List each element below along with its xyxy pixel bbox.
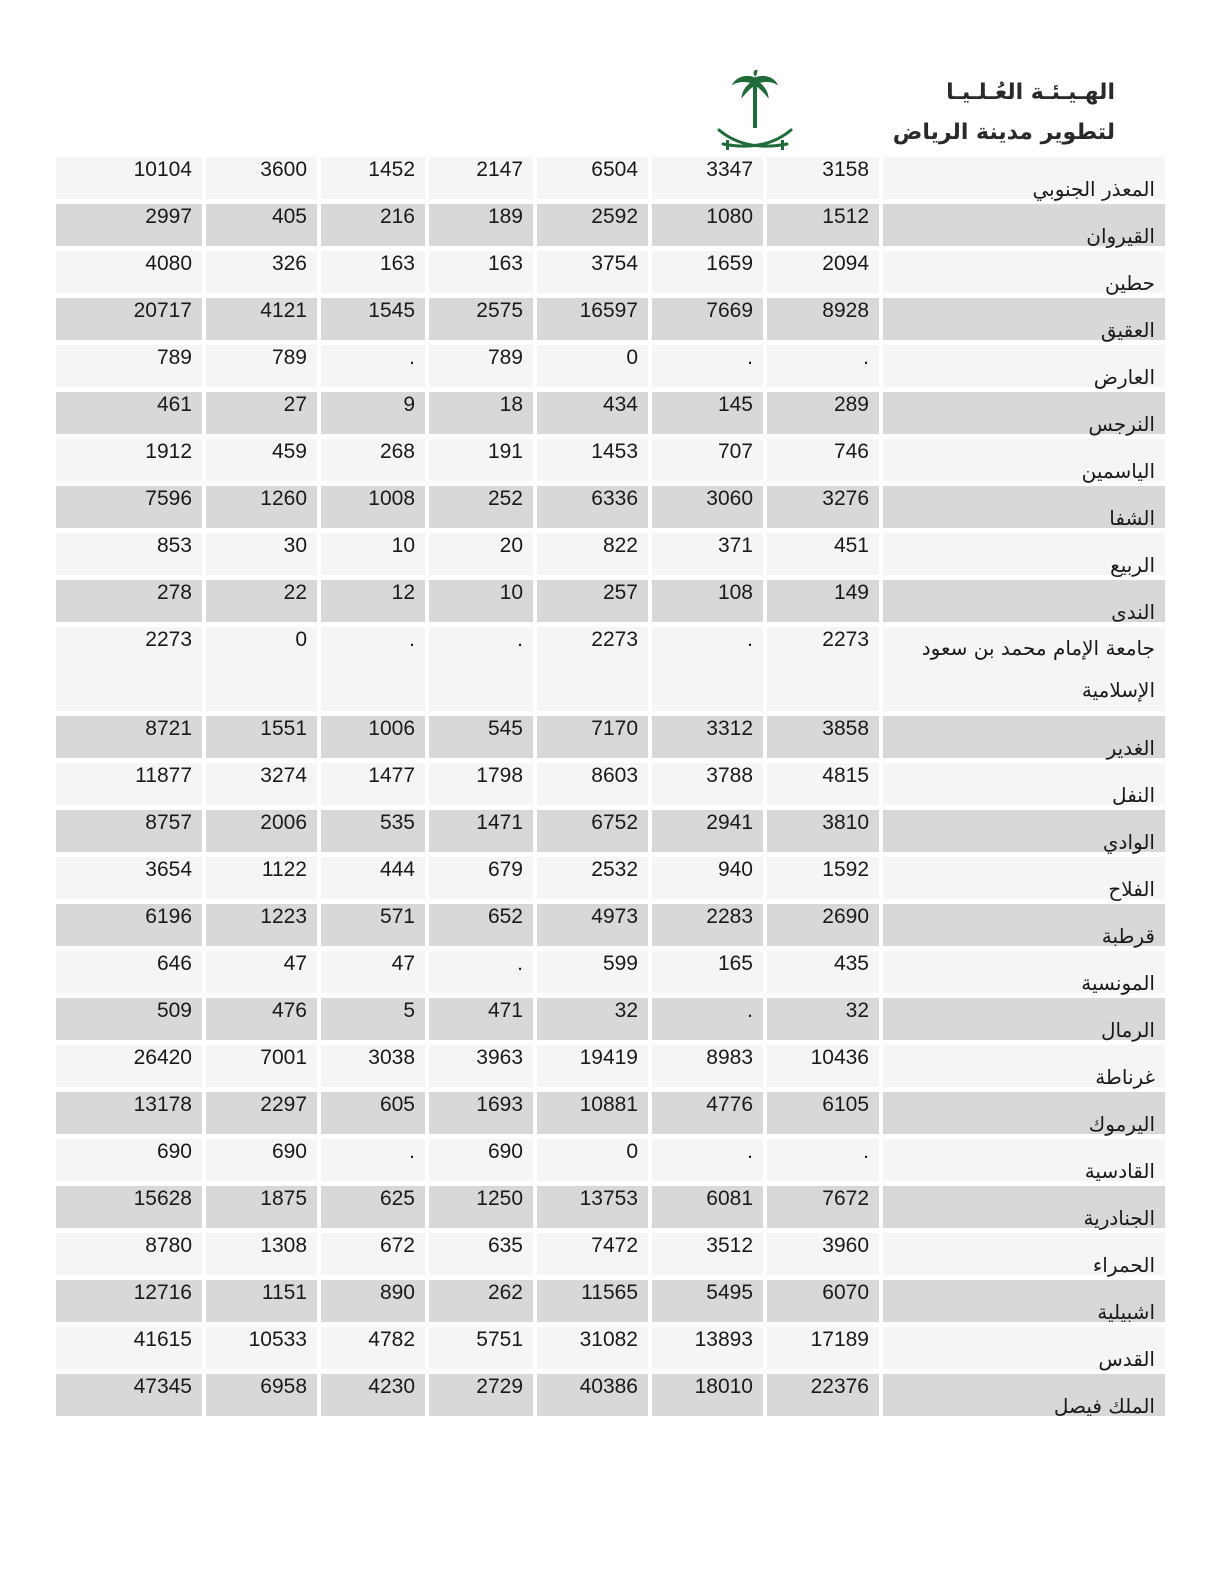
table-cell-c6: 1659 [652,251,763,293]
table-cell-c6: 4776 [652,1092,763,1134]
table-cell-c4: 20 [429,533,533,575]
table-cell-c1: 789 [56,345,202,387]
table-row [56,486,1157,528]
table-cell-c1: 3654 [56,857,202,899]
table-cell-c7: 3858 [767,716,879,758]
table-row [56,1327,1157,1369]
district-name: جامعة الإمام محمد بن سعود الإسلامية [883,627,1165,711]
table-row [56,1280,1157,1322]
table-cell-c4: 10 [429,580,533,622]
table-cell-c7: 32 [767,998,879,1040]
table-cell-c2: 405 [206,204,317,246]
table-cell-c2: 7001 [206,1045,317,1087]
table-cell-c1: 10104 [56,157,202,199]
table-cell-c2: 476 [206,998,317,1040]
table-cell-c3: 163 [321,251,425,293]
table-cell-c2: 1875 [206,1186,317,1228]
table-cell-c6: 108 [652,580,763,622]
table-cell-c4: 163 [429,251,533,293]
table-cell-c3: 216 [321,204,425,246]
table-row [56,998,1157,1040]
table-cell-c6: . [652,627,763,711]
table-cell-c7: 1512 [767,204,879,246]
table-cell-c4: 2729 [429,1374,533,1416]
table-cell-c7: 289 [767,392,879,434]
table-cell-c4: . [429,627,533,711]
district-name: القيروان [883,204,1165,246]
table-row [56,1045,1157,1087]
table-cell-c6: 3060 [652,486,763,528]
table-cell-c4: 262 [429,1280,533,1322]
table-cell-c1: 7596 [56,486,202,528]
table-cell-c4: 1250 [429,1186,533,1228]
table-cell-c3: 571 [321,904,425,946]
district-name: حطين [883,251,1165,293]
table-cell-c4: 690 [429,1139,533,1181]
table-cell-c1: 26420 [56,1045,202,1087]
table-cell-c3: 1452 [321,157,425,199]
table-cell-c7: 7672 [767,1186,879,1228]
table-cell-c7: 451 [767,533,879,575]
table-row [56,627,1157,711]
table-cell-c4: 252 [429,486,533,528]
table-cell-c3: 47 [321,951,425,993]
table-row [56,1186,1157,1228]
district-name: المونسية [883,951,1165,993]
table-cell-c7: 3810 [767,810,879,852]
table-cell-c3: . [321,1139,425,1181]
table-row [56,251,1157,293]
table-cell-c3: 12 [321,580,425,622]
table-cell-c5: 10881 [537,1092,648,1134]
table-cell-c4: 1798 [429,763,533,805]
table-cell-c2: 27 [206,392,317,434]
table-cell-c5: 2592 [537,204,648,246]
table-cell-c2: 6958 [206,1374,317,1416]
table-cell-c4: 652 [429,904,533,946]
table-cell-c5: 32 [537,998,648,1040]
table-cell-c2: 1151 [206,1280,317,1322]
table-row [56,763,1157,805]
table-cell-c1: 8757 [56,810,202,852]
table-cell-c4: . [429,951,533,993]
table-cell-c2: 326 [206,251,317,293]
table-cell-c2: 1122 [206,857,317,899]
table-cell-c1: 8780 [56,1233,202,1275]
table-row [56,345,1157,387]
table-cell-c6: . [652,998,763,1040]
table-cell-c1: 6196 [56,904,202,946]
table-cell-c6: 3312 [652,716,763,758]
district-name: الغدير [883,716,1165,758]
table-cell-c3: 625 [321,1186,425,1228]
table-cell-c3: 535 [321,810,425,852]
palm-swords-emblem-icon [715,70,795,156]
table-cell-c2: 47 [206,951,317,993]
table-cell-c5: 3754 [537,251,648,293]
district-name: الحمراء [883,1233,1165,1275]
table-cell-c2: 690 [206,1139,317,1181]
table-cell-c1: 2997 [56,204,202,246]
table-cell-c2: 30 [206,533,317,575]
table-cell-c2: 3274 [206,763,317,805]
table-row [56,392,1157,434]
table-row [56,580,1157,622]
district-name: الشفا [883,486,1165,528]
table-cell-c1: 8721 [56,716,202,758]
table-cell-c4: 679 [429,857,533,899]
table-cell-c7: 2094 [767,251,879,293]
table-row [56,904,1157,946]
table-row [56,439,1157,481]
table-cell-c3: 4782 [321,1327,425,1369]
table-cell-c4: 2147 [429,157,533,199]
table-cell-c2: 3600 [206,157,317,199]
table-cell-c4: 3963 [429,1045,533,1087]
table-cell-c6: 707 [652,439,763,481]
table-cell-c3: 444 [321,857,425,899]
table-cell-c5: 2273 [537,627,648,711]
table-row [56,1092,1157,1134]
district-name: الملك فيصل [883,1374,1165,1416]
logo-title: الهـيـئـة العُـلـيـا [946,80,1115,105]
table-cell-c1: 47345 [56,1374,202,1416]
table-cell-c7: 2273 [767,627,879,711]
table-cell-c5: 6336 [537,486,648,528]
table-cell-c4: 191 [429,439,533,481]
table-cell-c6: 165 [652,951,763,993]
district-name: القدس [883,1327,1165,1369]
table-cell-c1: 278 [56,580,202,622]
table-cell-c7: 17189 [767,1327,879,1369]
table-cell-c1: 646 [56,951,202,993]
table-cell-c1: 1912 [56,439,202,481]
table-cell-c3: 1008 [321,486,425,528]
table-cell-c5: 19419 [537,1045,648,1087]
table-cell-c1: 690 [56,1139,202,1181]
table-cell-c1: 41615 [56,1327,202,1369]
table-cell-c6: 1080 [652,204,763,246]
table-cell-c5: 0 [537,345,648,387]
table-cell-c7: 22376 [767,1374,879,1416]
table-cell-c6: 2283 [652,904,763,946]
table-cell-c6: . [652,345,763,387]
table-cell-c7: 6070 [767,1280,879,1322]
table-cell-c3: 10 [321,533,425,575]
table-row [56,298,1157,340]
table-cell-c5: 257 [537,580,648,622]
table-cell-c5: 0 [537,1139,648,1181]
table-cell-c2: 789 [206,345,317,387]
table-cell-c5: 7170 [537,716,648,758]
table-cell-c6: 371 [652,533,763,575]
table-cell-c2: 10533 [206,1327,317,1369]
district-name: القادسية [883,1139,1165,1181]
table-cell-c4: 1693 [429,1092,533,1134]
district-name: الفلاح [883,857,1165,899]
table-cell-c7: 3276 [767,486,879,528]
table-row [56,1374,1157,1416]
table-cell-c7: 10436 [767,1045,879,1087]
table-cell-c7: 746 [767,439,879,481]
table-cell-c6: 8983 [652,1045,763,1087]
district-name: النفل [883,763,1165,805]
table-cell-c5: 2532 [537,857,648,899]
table-cell-c6: 13893 [652,1327,763,1369]
district-name: المعذر الجنوبي [883,157,1165,199]
district-name: الجنادرية [883,1186,1165,1228]
table-row [56,857,1157,899]
table-cell-c1: 12716 [56,1280,202,1322]
table-cell-c4: 789 [429,345,533,387]
table-cell-c3: . [321,627,425,711]
table-cell-c2: 2297 [206,1092,317,1134]
table-cell-c5: 40386 [537,1374,648,1416]
district-name: اشبيلية [883,1280,1165,1322]
table-cell-c5: 822 [537,533,648,575]
logo [715,70,1115,156]
table-cell-c1: 2273 [56,627,202,711]
table-cell-c3: 268 [321,439,425,481]
district-name: النرجس [883,392,1165,434]
table-cell-c5: 8603 [537,763,648,805]
table-cell-c6: 3788 [652,763,763,805]
table-cell-c5: 31082 [537,1327,648,1369]
table-cell-c7: 8928 [767,298,879,340]
table-cell-c3: 3038 [321,1045,425,1087]
table-cell-c1: 509 [56,998,202,1040]
table-cell-c2: 4121 [206,298,317,340]
table-cell-c3: 1477 [321,763,425,805]
table-cell-c3: . [321,345,425,387]
table-cell-c4: 545 [429,716,533,758]
table-row [56,716,1157,758]
table-cell-c5: 16597 [537,298,648,340]
table-cell-c3: 605 [321,1092,425,1134]
table-cell-c6: 6081 [652,1186,763,1228]
table-cell-c7: . [767,1139,879,1181]
table-cell-c3: 1006 [321,716,425,758]
logo-subtitle: لتطوير مدينة الرياض [892,120,1115,145]
table-cell-c7: 1592 [767,857,879,899]
table-cell-c2: 1223 [206,904,317,946]
table-row [56,204,1157,246]
table-cell-c7: 3960 [767,1233,879,1275]
table-cell-c5: 4973 [537,904,648,946]
table-cell-c2: 22 [206,580,317,622]
table-cell-c6: 940 [652,857,763,899]
table-cell-c2: 1308 [206,1233,317,1275]
table-cell-c6: 7669 [652,298,763,340]
table-cell-c2: 1551 [206,716,317,758]
table-cell-c3: 890 [321,1280,425,1322]
table-cell-c4: 471 [429,998,533,1040]
table-cell-c1: 11877 [56,763,202,805]
table-row [56,533,1157,575]
table-cell-c4: 635 [429,1233,533,1275]
table-cell-c6: 3512 [652,1233,763,1275]
table-cell-c5: 434 [537,392,648,434]
district-name: العارض [883,345,1165,387]
table-cell-c6: . [652,1139,763,1181]
table-cell-c5: 11565 [537,1280,648,1322]
table-cell-c7: 4815 [767,763,879,805]
table-cell-c7: 6105 [767,1092,879,1134]
table-cell-c7: 149 [767,580,879,622]
district-name: الياسمين [883,439,1165,481]
table-cell-c4: 18 [429,392,533,434]
table-cell-c2: 1260 [206,486,317,528]
table-cell-c2: 0 [206,627,317,711]
table-cell-c6: 3347 [652,157,763,199]
district-name: قرطبة [883,904,1165,946]
table-row [56,1139,1157,1181]
district-name: اليرموك [883,1092,1165,1134]
district-name: الوادي [883,810,1165,852]
table-cell-c3: 5 [321,998,425,1040]
table-cell-c7: . [767,345,879,387]
district-name: الرمال [883,998,1165,1040]
table-cell-c6: 2941 [652,810,763,852]
table-cell-c5: 6504 [537,157,648,199]
table-cell-c7: 3158 [767,157,879,199]
table-cell-c6: 5495 [652,1280,763,1322]
table-cell-c4: 5751 [429,1327,533,1369]
table-cell-c1: 15628 [56,1186,202,1228]
table-cell-c2: 459 [206,439,317,481]
table-row [56,810,1157,852]
table-cell-c1: 13178 [56,1092,202,1134]
table-cell-c5: 13753 [537,1186,648,1228]
table-cell-c5: 7472 [537,1233,648,1275]
table-cell-c1: 20717 [56,298,202,340]
table-cell-c6: 18010 [652,1374,763,1416]
table-cell-c4: 2575 [429,298,533,340]
table-row [56,157,1157,199]
table-cell-c1: 461 [56,392,202,434]
table-cell-c4: 1471 [429,810,533,852]
table-cell-c1: 4080 [56,251,202,293]
table-cell-c3: 9 [321,392,425,434]
table-row [56,951,1157,993]
table-cell-c4: 189 [429,204,533,246]
district-name: غرناطة [883,1045,1165,1087]
table-cell-c1: 853 [56,533,202,575]
table-cell-c7: 2690 [767,904,879,946]
data-table [56,157,1157,1421]
table-cell-c3: 4230 [321,1374,425,1416]
table-cell-c6: 145 [652,392,763,434]
table-cell-c3: 672 [321,1233,425,1275]
district-name: الربيع [883,533,1165,575]
table-cell-c5: 599 [537,951,648,993]
table-cell-c3: 1545 [321,298,425,340]
district-name: الندى [883,580,1165,622]
table-cell-c2: 2006 [206,810,317,852]
table-cell-c5: 6752 [537,810,648,852]
table-cell-c5: 1453 [537,439,648,481]
table-row [56,1233,1157,1275]
table-cell-c7: 435 [767,951,879,993]
district-name: العقيق [883,298,1165,340]
